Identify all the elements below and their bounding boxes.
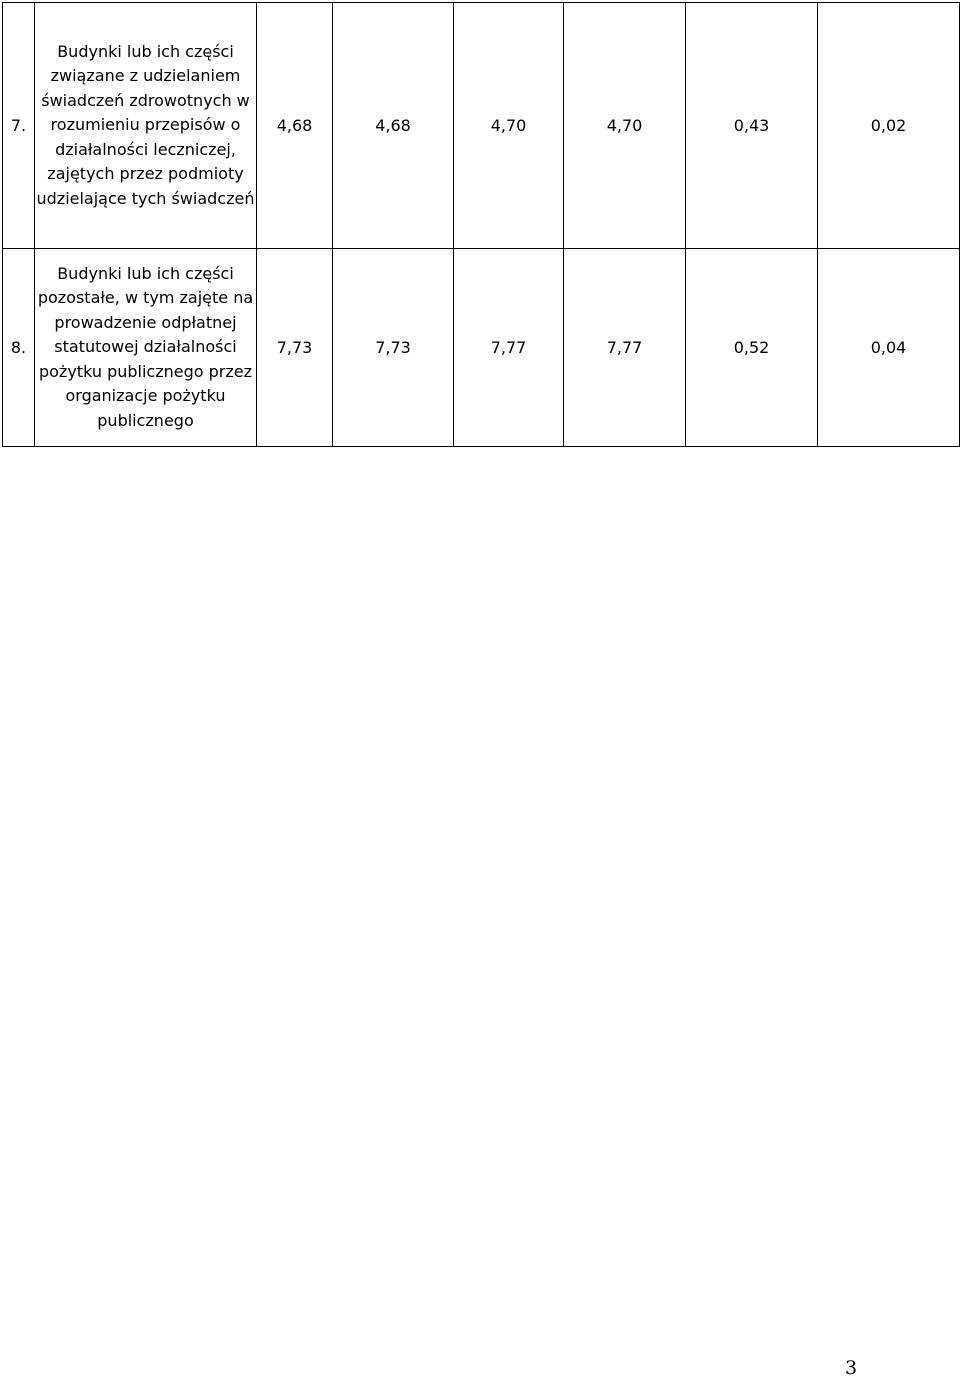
row-description: Budynki lub ich części pozostałe, w tym zajęte na prowadzenie odpłatnej statutowej działalności pożytku publicznego przez organizacje pożytku publicznego [35, 249, 257, 447]
rate-value: 4,70 [564, 3, 686, 249]
rate-value: 4,68 [333, 3, 454, 249]
row-number: 7. [3, 3, 35, 249]
table-row [3, 3, 960, 249]
rate-value: 0,52 [686, 249, 818, 447]
rate-value: 4,70 [454, 3, 564, 249]
rate-value: 4,68 [257, 3, 333, 249]
rate-value: 7,73 [333, 249, 454, 447]
rate-value: 7,77 [564, 249, 686, 447]
row-number: 8. [3, 249, 35, 447]
rate-value: 7,73 [257, 249, 333, 447]
rate-value: 0,04 [818, 249, 960, 447]
row-description: Budynki lub ich części związane z udzielaniem świadczeń zdrowotnych w rozumieniu przepisów o działalności leczniczej, zajętych przez podmioty udzielające tych świadczeń [35, 3, 257, 249]
table-row [3, 249, 960, 447]
rates-table [2, 2, 960, 447]
rate-value: 0,02 [818, 3, 960, 249]
rate-value: 0,43 [686, 3, 818, 249]
page-number: 3 [845, 1357, 858, 1379]
rate-value: 7,77 [454, 249, 564, 447]
